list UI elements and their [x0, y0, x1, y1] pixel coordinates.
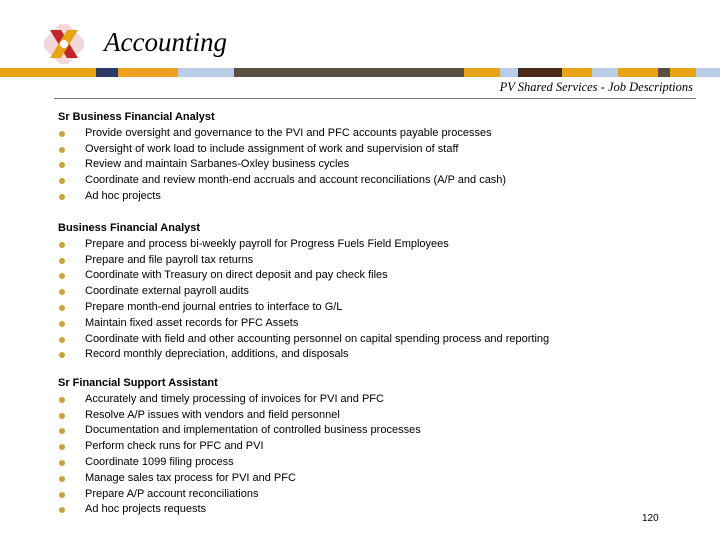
list-item [58, 189, 708, 205]
list-item-text: Oversight of work load to include assignment of work and supervision of staff [85, 142, 459, 155]
company-logo [44, 24, 84, 64]
bullet-icon [59, 147, 65, 153]
list-item [58, 439, 708, 455]
list-item [58, 284, 708, 300]
list-item-text: Accurately and timely processing of invoices for PVI and PFC [85, 392, 384, 405]
section-heading: Sr Business Financial Analyst [58, 111, 215, 123]
bullet-icon [59, 289, 65, 295]
section-heading: Sr Financial Support Assistant [58, 377, 218, 389]
bullet-icon [59, 242, 65, 248]
bullet-icon [59, 460, 65, 466]
page-number: 120 [642, 513, 659, 524]
bullet-icon [59, 476, 65, 482]
list-item-text: Coordinate with Treasury on direct deposit and pay check files [85, 269, 388, 282]
bullet-icon [59, 178, 65, 184]
list-item-text: Coordinate 1099 filing process [85, 455, 234, 468]
header-divider [54, 98, 696, 99]
list-item [58, 392, 708, 408]
bullet-icon [59, 428, 65, 434]
section-business-financial-analyst [58, 221, 708, 363]
bullet-icon [59, 352, 65, 358]
duty-list [58, 392, 708, 518]
page-title: Accounting [104, 27, 227, 57]
list-item [58, 408, 708, 424]
list-item-text: Ad hoc projects requests [85, 503, 207, 516]
list-item [58, 423, 708, 439]
list-item-text: Documentation and implementation of controlled business processes [85, 424, 421, 437]
bullet-icon [59, 492, 65, 498]
list-item [58, 237, 708, 253]
list-item-text: Prepare month-end journal entries to interface to G/L [85, 300, 343, 313]
list-item [58, 332, 708, 348]
list-item-text: Ad hoc projects [85, 189, 161, 202]
bullet-icon [59, 194, 65, 200]
list-item-text: Prepare and file payroll tax returns [85, 253, 254, 266]
duty-list [58, 237, 708, 363]
list-item-text: Prepare and process bi-weekly payroll for Progress Fuels Field Employees [85, 237, 449, 250]
list-item [58, 157, 708, 173]
bullet-icon [59, 413, 65, 419]
list-item [58, 126, 708, 142]
bullet-icon [59, 131, 65, 137]
bullet-icon [59, 507, 65, 513]
list-item [58, 253, 708, 269]
list-item [58, 455, 708, 471]
bullet-icon [59, 444, 65, 450]
header-color-bar [0, 68, 720, 77]
bullet-icon [59, 258, 65, 264]
list-item-text: Coordinate with field and other accounting personnel on capital spending process and reporting [85, 332, 550, 345]
list-item [58, 300, 708, 316]
list-item [58, 487, 708, 503]
list-item-text: Record monthly depreciation, additions, and disposals [85, 348, 349, 361]
section-heading: Business Financial Analyst [58, 222, 201, 234]
list-item [58, 471, 708, 487]
bullet-icon [59, 397, 65, 403]
list-item [58, 316, 708, 332]
list-item-text: Coordinate external payroll audits [85, 285, 249, 298]
section-sr-business-financial-analyst [58, 110, 708, 205]
list-item-text: Prepare A/P account reconciliations [85, 487, 259, 500]
list-item [58, 502, 708, 518]
page-subtitle: PV Shared Services - Job Descriptions [499, 80, 693, 94]
list-item-text: Resolve A/P issues with vendors and field personnel [85, 408, 340, 421]
list-item-text: Review and maintain Sarbanes-Oxley business cycles [85, 158, 350, 171]
list-item [58, 347, 708, 363]
list-item [58, 268, 708, 284]
list-item-text: Manage sales tax process for PVI and PFC [85, 471, 296, 484]
list-item-text: Maintain fixed asset records for PFC Assets [85, 316, 299, 329]
bullet-icon [59, 337, 65, 343]
list-item-text: Provide oversight and governance to the PVI and PFC accounts payable processes [85, 126, 492, 139]
list-item-text: Coordinate and review month-end accruals and account reconciliations (A/P and cash) [85, 174, 507, 187]
duty-list [58, 126, 708, 205]
list-item-text: Perform check runs for PFC and PVI [85, 440, 264, 453]
bullet-icon [59, 273, 65, 279]
section-sr-financial-support-assistant [58, 376, 708, 518]
list-item [58, 173, 708, 189]
bullet-icon [59, 321, 65, 327]
bullet-icon [59, 305, 65, 311]
list-item [58, 142, 708, 158]
bullet-icon [59, 162, 65, 168]
